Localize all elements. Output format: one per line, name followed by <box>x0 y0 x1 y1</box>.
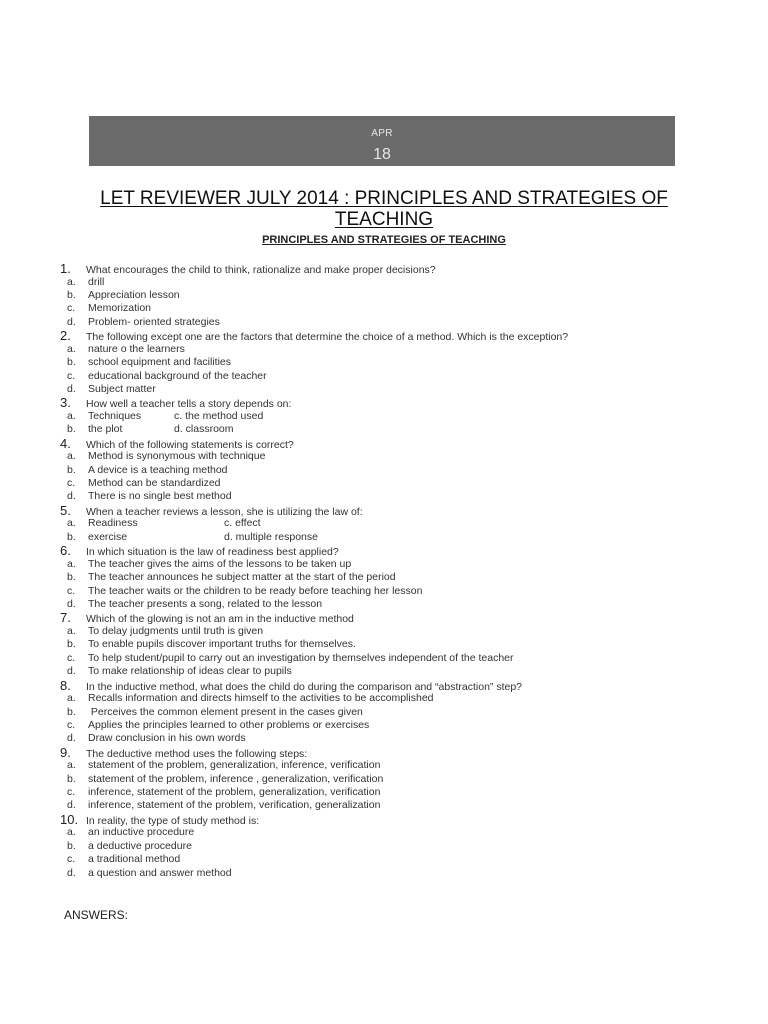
option-text: Method is synonymous with technique <box>88 450 266 463</box>
answer-option <box>60 867 700 880</box>
option-letter: d. <box>67 597 76 610</box>
option-text-second-column: d. classroom <box>174 423 234 436</box>
answer-option <box>60 719 700 732</box>
answer-option <box>60 826 700 839</box>
answer-option <box>60 302 700 315</box>
option-text: drill <box>88 275 105 288</box>
option-letter: a. <box>67 759 76 772</box>
option-letter: a. <box>67 692 76 705</box>
option-text: Memorization <box>88 302 152 315</box>
option-text: Appreciation lesson <box>88 288 180 301</box>
question-text: The deductive method uses the following steps: <box>86 747 308 760</box>
option-text: Perceives the common element present in the cases given <box>88 705 363 718</box>
option-text: statement of the problem, generalization, inference, verification <box>88 759 381 772</box>
answer-option <box>60 585 700 598</box>
question-number: 7. <box>60 610 71 626</box>
date-month: APR <box>371 128 393 139</box>
answer-option <box>60 571 700 584</box>
answer-option <box>60 732 700 745</box>
question-number: 5. <box>60 502 71 518</box>
option-text: Recalls information and directs himself to the activities to be accomplished <box>88 692 434 705</box>
option-text: inference, statement of the problem, generalization, verification <box>88 786 381 799</box>
option-text: educational background of the teacher <box>88 369 267 382</box>
date-banner <box>89 116 675 166</box>
answer-option <box>60 840 700 853</box>
option-letter: d. <box>67 490 76 503</box>
question-number: 4. <box>60 435 71 451</box>
answer-option <box>60 517 700 530</box>
option-text: Draw conclusion in his own words <box>88 732 246 745</box>
question-text: In which situation is the law of readiness best applied? <box>86 546 339 559</box>
option-letter: a. <box>67 275 76 288</box>
answer-option <box>60 316 700 329</box>
option-text: To delay judgments until truth is given <box>88 624 264 637</box>
option-text: a question and answer method <box>88 866 232 879</box>
answer-option <box>60 490 700 503</box>
question-number: 1. <box>60 261 71 276</box>
option-letter: c. <box>67 302 76 315</box>
option-text: exercise <box>88 530 128 543</box>
option-text: The teacher announces he subject matter at the start of the period <box>88 571 396 584</box>
question-item <box>60 611 700 678</box>
option-letter: a. <box>67 517 76 530</box>
answer-option <box>60 383 700 396</box>
date-day: 18 <box>373 146 391 163</box>
answer-option <box>60 423 700 436</box>
option-text-second-column: c. the method used <box>174 409 264 422</box>
option-letter: c. <box>67 369 76 382</box>
option-letter: b. <box>67 288 76 301</box>
option-letter: b. <box>67 423 76 436</box>
option-text: a traditional method <box>88 853 181 866</box>
question-text: What encourages the child to think, rationalize and make proper decisions? <box>86 264 436 276</box>
option-text: Problem- oriented strategies <box>88 315 220 328</box>
option-letter: c. <box>67 786 76 799</box>
question-stem <box>60 504 700 518</box>
answer-option <box>60 706 700 719</box>
option-text: The teacher gives the aims of the lessons to be taken up <box>88 557 352 570</box>
option-letter: b. <box>67 839 76 852</box>
option-text: To make relationship of ideas clear to pupils <box>88 665 292 678</box>
option-letter: b. <box>67 356 76 369</box>
option-text: The teacher waits or the children to be ready before teaching her lesson <box>88 584 423 597</box>
question-number: 6. <box>60 543 71 559</box>
question-stem <box>60 437 700 451</box>
question-stem <box>60 262 700 276</box>
question-stem <box>60 329 700 343</box>
option-letter: a. <box>67 409 76 422</box>
question-item <box>60 262 700 329</box>
answer-option <box>60 477 700 490</box>
option-letter: a. <box>67 557 76 570</box>
option-text: Method can be standardized <box>88 477 221 490</box>
option-text: To help student/pupil to carry out an investigation by themselves independent of the teacher <box>88 651 514 664</box>
question-number: 2. <box>60 328 71 344</box>
option-letter: c. <box>67 651 76 664</box>
answer-option <box>60 692 700 705</box>
question-stem <box>60 396 700 410</box>
question-item <box>60 544 700 611</box>
answer-option <box>60 276 700 289</box>
option-letter: b. <box>67 571 76 584</box>
answer-option <box>60 464 700 477</box>
option-letter: c. <box>67 584 76 597</box>
option-letter: d. <box>67 866 76 879</box>
question-stem <box>60 746 700 760</box>
question-text: Which of the following statements is correct? <box>86 438 294 451</box>
answer-option <box>60 343 700 356</box>
option-text: Techniques <box>88 409 142 422</box>
option-text-second-column: d. multiple response <box>224 530 318 543</box>
answer-option <box>60 773 700 786</box>
answer-option <box>60 450 700 463</box>
answer-option <box>60 531 700 544</box>
option-letter: a. <box>67 450 76 463</box>
question-text: In the inductive method, what does the child do during the comparison and “abstraction” step? <box>86 680 523 693</box>
question-list <box>60 262 700 880</box>
option-letter: a. <box>67 624 76 637</box>
option-text: A device is a teaching method <box>88 463 228 476</box>
question-text: Which of the glowing is not an am in the inductive method <box>86 613 354 626</box>
answer-option <box>60 598 700 611</box>
answer-option <box>60 638 700 651</box>
answer-option <box>60 786 700 799</box>
option-letter: b. <box>67 530 76 543</box>
option-letter: a. <box>67 826 76 839</box>
option-text: There is no single best method <box>88 490 232 503</box>
option-letter: b. <box>67 772 76 785</box>
option-text: nature o the learners <box>88 342 185 355</box>
option-letter: b. <box>67 705 76 718</box>
question-item <box>60 329 700 396</box>
answer-option <box>60 558 700 571</box>
answer-option <box>60 665 700 678</box>
option-letter: c. <box>67 477 76 490</box>
option-letter: b. <box>67 463 76 476</box>
option-letter: b. <box>67 638 76 651</box>
option-text: The teacher presents a song, related to the lesson <box>88 597 323 610</box>
option-text-second-column: c. effect <box>224 517 261 530</box>
option-letter: c. <box>67 718 76 731</box>
option-letter: d. <box>67 665 76 678</box>
answer-option <box>60 289 700 302</box>
question-item <box>60 679 700 746</box>
answer-option <box>60 759 700 772</box>
answer-option <box>60 370 700 383</box>
answer-option <box>60 799 700 812</box>
option-text: a deductive procedure <box>88 839 192 852</box>
question-number: 9. <box>60 744 71 760</box>
question-text: When a teacher reviews a lesson, she is utilizing the law of: <box>86 505 363 518</box>
question-item <box>60 437 700 504</box>
question-item <box>60 813 700 880</box>
option-text: Subject matter <box>88 382 156 395</box>
question-stem <box>60 544 700 558</box>
question-text: The following except one are the factors that determine the choice of a method. Which is the exception? <box>86 331 569 344</box>
option-text: To enable pupils discover important truths for themselves. <box>88 638 356 651</box>
page-title: LET REVIEWER JULY 2014 : PRINCIPLES AND STRATEGIES OF TEACHING <box>100 188 668 230</box>
question-number: 10. <box>60 811 79 827</box>
question-number: 3. <box>60 395 71 411</box>
option-text: inference, statement of the problem, verification, generalization <box>88 799 381 812</box>
page-subtitle: PRINCIPLES AND STRATEGIES OF TEACHING <box>262 234 506 246</box>
question-text: In reality, the type of study method is: <box>86 814 260 827</box>
answer-option <box>60 625 700 638</box>
answer-option <box>60 652 700 665</box>
option-text: an inductive procedure <box>88 826 195 839</box>
option-text: statement of the problem, inference , generalization, verification <box>88 772 384 785</box>
question-item <box>60 746 700 813</box>
question-stem <box>60 679 700 693</box>
option-letter: c. <box>67 853 76 866</box>
question-number: 8. <box>60 677 71 693</box>
question-text: How well a teacher tells a story depends on: <box>86 398 292 411</box>
option-letter: a. <box>67 342 76 355</box>
option-letter: d. <box>67 799 76 812</box>
question-item <box>60 504 700 544</box>
question-item <box>60 396 700 436</box>
option-text: Applies the principles learned to other problems or exercises <box>88 718 370 731</box>
option-text: Readiness <box>88 517 138 530</box>
option-letter: d. <box>67 732 76 745</box>
question-stem <box>60 813 700 827</box>
option-letter: d. <box>67 382 76 395</box>
question-stem <box>60 611 700 625</box>
answer-option <box>60 853 700 866</box>
option-text: the plot <box>88 423 123 436</box>
answer-option <box>60 410 700 423</box>
answers-heading: ANSWERS: <box>64 908 129 922</box>
option-letter: d. <box>67 315 76 328</box>
answer-option <box>60 356 700 369</box>
option-text: school equipment and facilities <box>88 356 232 369</box>
